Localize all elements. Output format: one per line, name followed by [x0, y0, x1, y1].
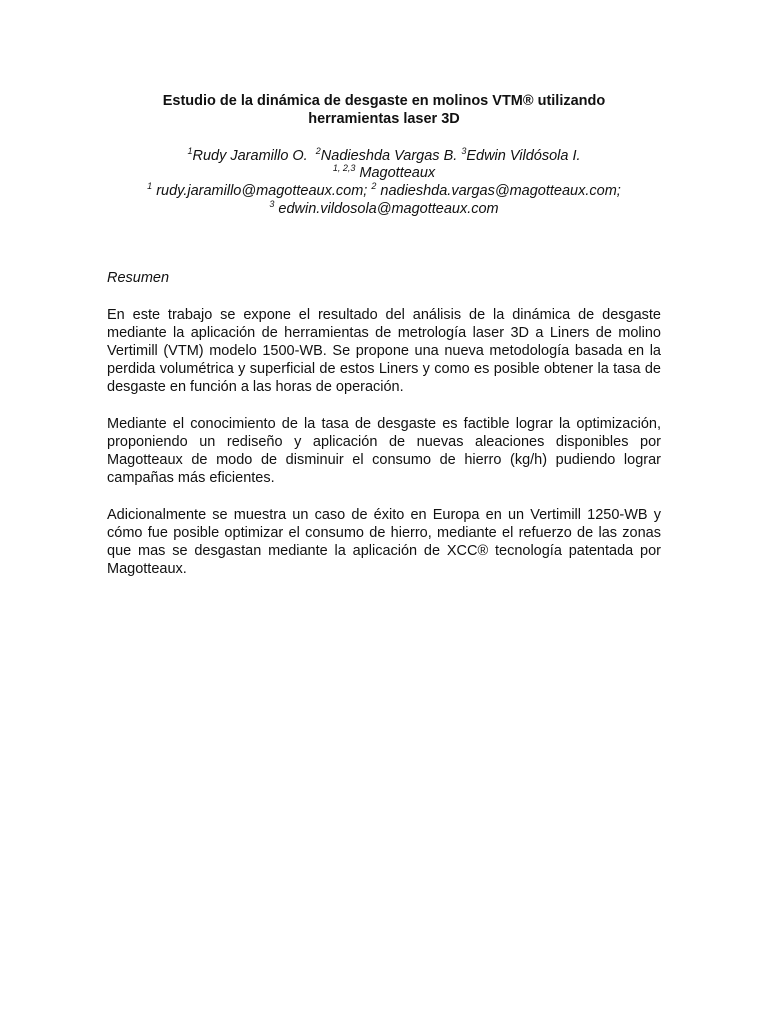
- email-line-2: [107, 200, 661, 218]
- author-3-name: Edwin Vildósola I.: [466, 148, 581, 164]
- abstract-paragraph-2: Mediante el conocimiento de la tasa de desgaste es factible lograr la optimización, proponiendo un rediseño y aplicación de nuevas aleaciones disponibles por Magotteaux de modo de disminuir el consumo de hierro (kg/h) pudiendo lograr campañas más eficientes.: [107, 416, 661, 486]
- affiliation: Magotteaux: [359, 165, 436, 181]
- abstract-heading: Resumen: [107, 270, 170, 286]
- email-2: nadieshda.vargas@magotteaux.com;: [380, 183, 621, 199]
- author-1-name: Rudy Jaramillo O.: [192, 148, 308, 164]
- affiliation-superscript: 1, 2,3: [332, 163, 356, 174]
- title-line-2: herramientas laser 3D: [308, 111, 460, 127]
- author-1-superscript: 1: [187, 146, 193, 157]
- author-names: [107, 147, 661, 165]
- affiliation-line: [107, 164, 661, 182]
- title-line-1: Estudio de la dinámica de desgaste en molinos VTM® utilizando: [162, 93, 606, 109]
- author-block: [107, 147, 661, 218]
- paper-title: [107, 92, 661, 128]
- email-1: rudy.jaramillo@magotteaux.com;: [156, 183, 368, 199]
- document-page: [107, 92, 661, 578]
- email-3-superscript: 3: [269, 199, 275, 210]
- email-1-superscript: 1: [147, 181, 153, 192]
- email-2-superscript: 2: [371, 181, 377, 192]
- abstract-paragraph-1: En este trabajo se expone el resultado del análisis de la dinámica de desgaste mediante la aplicación de herramientas de metrología laser 3D a Liners de molino Vertimill (VTM) modelo 1500-WB. Se propone una nueva metodología basada en la perdida volumétrica y superficial de estos Liners y como es posible obtener la tasa de desgaste en función a las horas de operación.: [107, 307, 661, 395]
- author-2-name: Nadieshda Vargas B.: [320, 148, 458, 164]
- abstract-paragraph-3: Adicionalmente se muestra un caso de éxito en Europa en un Vertimill 1250-WB y cómo fue posible optimizar el consumo de hierro, mediante el refuerzo de las zonas que mas se desgastan mediante la aplicación de XCC® tecnología patentada por Magotteaux.: [107, 507, 661, 577]
- author-3-superscript: 3: [461, 146, 467, 157]
- email-3: edwin.vildosola@magotteaux.com: [278, 201, 499, 217]
- author-2-superscript: 2: [315, 146, 321, 157]
- email-line-1: [107, 182, 661, 200]
